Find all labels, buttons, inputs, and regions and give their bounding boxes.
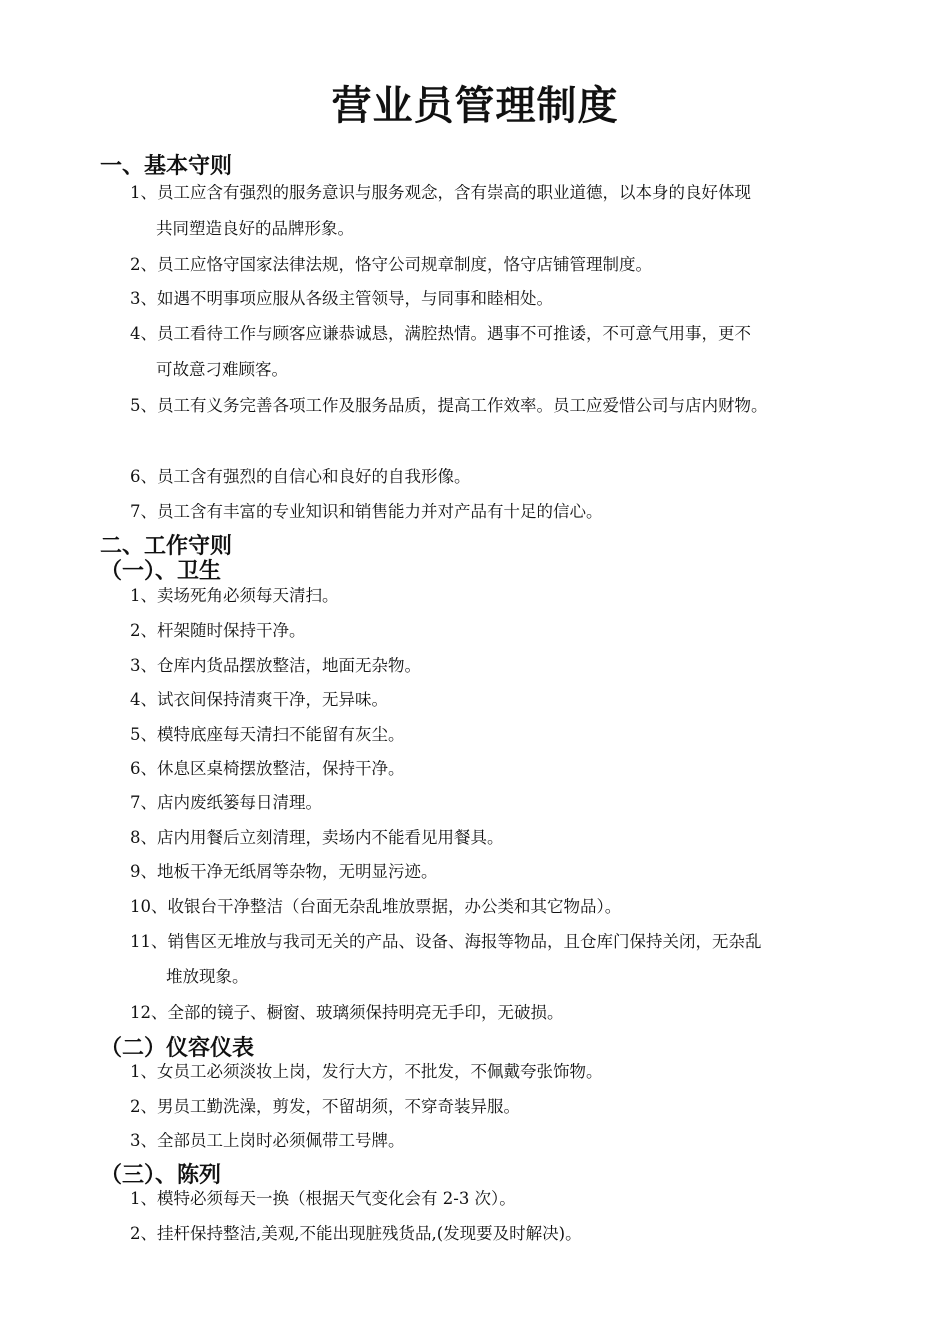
hygiene-item: 3、仓库内货品摆放整洁，地面无杂物。: [130, 656, 421, 675]
basic-rule-item: 1、员工应含有强烈的服务意识与服务观念，含有崇高的职业道德，以本身的良好体现: [130, 183, 751, 202]
hygiene-item: 4、试衣间保持清爽干净，无异味。: [130, 690, 388, 709]
hygiene-item: 5、模特底座每天清扫不能留有灰尘。: [130, 725, 405, 744]
basic-rule-item: 3、如遇不明事项应服从各级主管领导，与同事和睦相处。: [130, 289, 553, 308]
display-item: 2、挂杆保持整洁,美观,不能出现脏残货品,(发现要及时解决)。: [130, 1224, 582, 1243]
display-item: 1、模特必须每天一换（根据天气变化会有 2-3 次）。: [130, 1189, 516, 1208]
hygiene-item: 1、卖场死角必须每天清扫。: [130, 586, 339, 605]
subsection-heading-display: （三）、陈列: [100, 1163, 222, 1188]
hygiene-item: 8、店内用餐后立刻清理，卖场内不能看见用餐具。: [130, 828, 504, 847]
hygiene-item: 6、休息区桌椅摆放整洁，保持干净。: [130, 759, 405, 778]
basic-rule-item: 4、员工看待工作与顾客应谦恭诚恳，满腔热情。遇事不可推诿，不可意气用事，更不: [130, 324, 751, 343]
appearance-item: 2、男员工勤洗澡，剪发，不留胡须，不穿奇装异服。: [130, 1097, 520, 1116]
hygiene-item: 2、杆架随时保持干净。: [130, 621, 306, 640]
hygiene-item: 11、销售区无堆放与我司无关的产品、设备、海报等物品，且仓库门保持关闭，无杂乱: [130, 932, 762, 951]
basic-rule-item: 5、员工有义务完善各项工作及服务品质，提高工作效率。员工应爱惜公司与店内财物。: [130, 396, 768, 415]
basic-rule-item-continuation: 共同塑造良好的品牌形象。: [156, 219, 354, 238]
basic-rule-item: 2、员工应恪守国家法律法规，恪守公司规章制度，恪守店铺管理制度。: [130, 255, 652, 274]
basic-rule-item-continuation: 可故意刁难顾客。: [156, 360, 288, 379]
subsection-heading-hygiene: （一）、卫生: [100, 559, 222, 584]
basic-rule-item: 7、员工含有丰富的专业知识和销售能力并对产品有十足的信心。: [130, 502, 603, 521]
hygiene-item-continuation: 堆放现象。: [166, 967, 249, 986]
hygiene-item: 10、收银台干净整洁（台面无杂乱堆放票据，办公类和其它物品）。: [130, 897, 622, 916]
subsection-heading-appearance: （二）仪容仪表: [100, 1036, 255, 1061]
basic-rule-item: 6、员工含有强烈的自信心和良好的自我形像。: [130, 467, 471, 486]
appearance-item: 3、全部员工上岗时必须佩带工号牌。: [130, 1131, 405, 1150]
hygiene-item: 12、全部的镜子、橱窗、玻璃须保持明亮无手印，无破损。: [130, 1003, 564, 1022]
hygiene-item: 7、店内废纸篓每日清理。: [130, 793, 322, 812]
document-title: 营业员管理制度: [331, 83, 619, 129]
section-heading-basic-rules: 一、基本守则: [100, 154, 233, 179]
appearance-item: 1、女员工必须淡妆上岗，发行大方，不批发，不佩戴夸张饰物。: [130, 1062, 603, 1081]
section-heading-work-rules: 二、工作守则: [100, 534, 233, 559]
hygiene-item: 9、地板干净无纸屑等杂物，无明显污迹。: [130, 862, 438, 881]
